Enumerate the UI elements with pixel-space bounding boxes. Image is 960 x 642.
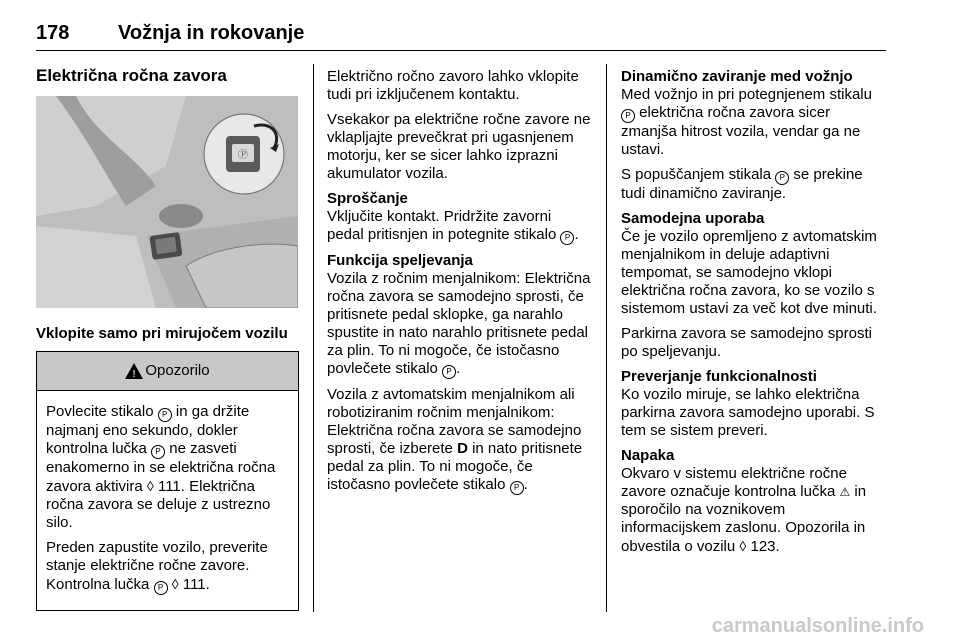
page-reference[interactable]: 123 xyxy=(750,538,776,555)
watermark: carmanualsonline.info xyxy=(711,615,924,637)
parking-brake-illustration xyxy=(36,96,298,308)
warning-icon xyxy=(125,363,143,379)
text: električna ročna zavora sicer zmanjša hitrost vozila, vendar ga ne ustavi. xyxy=(621,104,861,158)
paragraph: Ko vozilo miruje, se lahko električna parkirna zavora samodejno uporabi. S tem se sistem preveri. xyxy=(621,386,875,439)
brake-switch-icon: P xyxy=(154,581,168,595)
text: S popuščanjem stikala xyxy=(621,166,776,183)
text: in sporočilo na voznikovem informacijskem zaslonu. Opozorila in obvestila o vozilu xyxy=(621,483,867,555)
warning-glyph: ! xyxy=(132,369,136,380)
console-drawing xyxy=(36,96,298,308)
column-3 xyxy=(621,68,887,563)
svg-text:Ⓟ: Ⓟ xyxy=(238,150,248,161)
text: . xyxy=(775,538,780,555)
paragraph xyxy=(327,208,591,245)
text: Vključite kontakt. Pridržite zavorni pedal pritisnjen in potegnite stikalo xyxy=(327,208,561,243)
text: Vozila z ročnim menjalnikom: Električna ročna zavora se samodejno sprosti, če pritisnete pedal sklopke, ga narahlo spustite in nato narahlo pritisnete pedal za plin. To ni mogoče, če istočasno povlečete stikalo xyxy=(327,270,591,377)
heading-dynamic-braking: Dinamično zaviranje med vožnjo xyxy=(621,68,853,85)
reference-icon: ◊ xyxy=(171,576,179,592)
paragraph xyxy=(621,166,887,203)
column-divider-1 xyxy=(313,64,314,612)
gear-letter: D xyxy=(457,440,468,457)
warning-header xyxy=(37,352,298,391)
text: . xyxy=(456,360,461,377)
image-caption: Vklopite samo pri mirujočem vozilu xyxy=(36,325,288,342)
chapter-title: Vožnja in rokovanje xyxy=(118,22,305,44)
brake-switch-icon: P xyxy=(621,109,635,123)
brake-switch-icon: P xyxy=(158,408,172,422)
text: Preden zapustite vozilo, preverite stanje električne ročne zavore. Kontrolna lučka xyxy=(46,539,268,593)
text: . xyxy=(574,226,579,243)
paragraph xyxy=(327,386,591,495)
paragraph xyxy=(327,270,591,379)
page-reference[interactable]: 111 xyxy=(157,478,181,495)
warning-box xyxy=(36,351,299,611)
column-divider-2 xyxy=(606,64,607,612)
text: Povlecite stikalo xyxy=(46,403,158,420)
brake-switch-icon: P xyxy=(775,171,789,185)
text: Med vožnjo in pri potegnjenem stikalu xyxy=(621,86,872,103)
page-reference[interactable]: 111 xyxy=(182,576,206,593)
brake-switch-icon: P xyxy=(510,481,524,495)
text: Vozila z avtomatskim menjalnikom ali robotiziranim ročnim menjalnikom: Električna ročna zavora se samodejno sprosti, če izberete xyxy=(327,386,582,457)
brake-switch-icon: P xyxy=(442,365,456,379)
text: ne zasveti enakomerno in se električna ročna zavora aktivira xyxy=(46,440,276,495)
heading-auto-apply: Samodejna uporaba xyxy=(621,210,765,227)
brake-switch-icon: P xyxy=(560,231,574,245)
paragraph xyxy=(621,465,887,556)
paragraph: Če je vozilo opremljeno z avtomatskim menjalnikom in deluje adaptivni tempomat, se samodejno vklopi električna ročna zavora, ko se vozilo s sistemom ustavi za več kot dve minuti. xyxy=(621,228,877,317)
text: Okvaro v sistemu električne ročne zavore označuje kontrolna lučka xyxy=(621,465,847,500)
page-number: 178 xyxy=(36,22,70,44)
heading-function-check: Preverjanje funkcionalnosti xyxy=(621,368,817,385)
warning-title: Opozorilo xyxy=(145,362,210,379)
text: . xyxy=(523,476,528,493)
heading-release: Sproščanje xyxy=(327,190,408,207)
section-title: Električna ročna zavora xyxy=(36,66,227,85)
page-header xyxy=(36,22,886,52)
reference-icon: ◊ xyxy=(146,478,154,494)
paragraph: Električno ročno zavoro lahko vklopite tudi pri izključenem kontaktu. xyxy=(327,68,579,103)
column-2 xyxy=(327,68,591,502)
column-1 xyxy=(36,66,300,611)
heading-fault: Napaka xyxy=(621,447,675,464)
text: in nato pritisnete pedal za plin. To ni mogoče, če istočasno povlečete stikalo xyxy=(327,440,583,493)
header-rule xyxy=(36,50,886,51)
paragraph xyxy=(621,86,887,159)
paragraph: Vsekakor pa električne ročne zavore ne vklapljajte prevečkrat pri ugasnjenem motorju, ker se sicer lahko izprazni akumulator vozila. xyxy=(327,111,591,182)
warning-paragraph-1 xyxy=(46,403,291,532)
paragraph: Parkirna zavora se samodejno sprosti po speljevanju. xyxy=(621,325,872,360)
warning-body xyxy=(37,391,298,610)
fault-icon: ⚠ xyxy=(839,485,851,499)
text: in ga držite najmanj eno sekundo, dokler kontrolna lučka xyxy=(46,403,250,457)
brake-switch-icon: P xyxy=(151,445,165,459)
text: se prekine tudi dinamično zaviranje. xyxy=(621,166,863,202)
heading-drive-away: Funkcija speljevanja xyxy=(327,252,473,269)
warning-paragraph-2 xyxy=(46,539,291,595)
reference-icon: ◊ xyxy=(739,538,747,554)
text: . Električna ročna zavora se deluje z ustrezno silo. xyxy=(46,478,271,531)
text: . xyxy=(205,576,210,593)
